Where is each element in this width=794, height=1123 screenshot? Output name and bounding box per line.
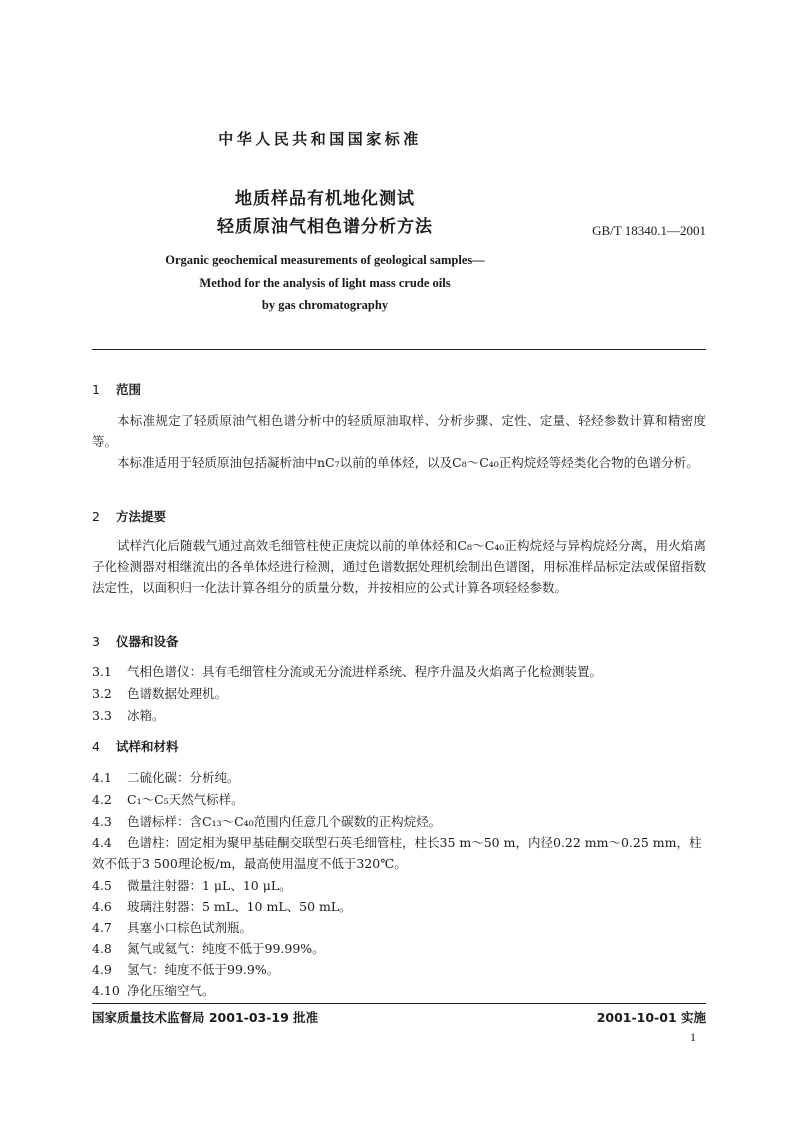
footer-divider: [92, 1003, 706, 1004]
section-number: 4: [92, 739, 100, 754]
header-divider: [92, 349, 706, 350]
section-4-heading: [92, 737, 179, 755]
list-item: [92, 789, 706, 810]
list-item: [92, 832, 706, 874]
national-standard-heading: 中华人民共和国国家标准: [218, 130, 422, 148]
item-number: 4.5: [92, 878, 112, 893]
section-number: 3: [92, 634, 100, 649]
list-item: [92, 875, 706, 896]
section-2-heading: [92, 507, 166, 525]
item-text: 氮气或氦气：纯度不低于99.99%。: [127, 941, 325, 956]
section-1-paragraph-2: 本标准适用于轻质原油包括凝析油中nC₇以前的单体烃，以及C₈～C₄₀正构烷烃等烃类化合物的色谱分析。: [117, 455, 699, 470]
section-3-heading: [92, 632, 179, 650]
item-number: 3.2: [92, 686, 112, 701]
item-number: 4.8: [92, 941, 112, 956]
list-item: [92, 705, 706, 726]
title-cn-line2: 轻质原油气相色谱分析方法: [217, 217, 433, 237]
list-item: [92, 767, 706, 788]
item-text: 色谱标样：含C₁₃～C₄₀范围内任意几个碳数的正构烷烃。: [127, 814, 442, 829]
standard-code: GB/T 18340.1—2001: [592, 223, 706, 238]
item-text: 具塞小口棕色试剂瓶。: [127, 920, 253, 935]
list-item: [92, 896, 706, 917]
list-item: [92, 959, 706, 980]
item-number: 3.3: [92, 708, 112, 723]
section-title: 范围: [116, 382, 142, 397]
section-number: 2: [92, 509, 100, 524]
title-en-line3: by gas chromatography: [261, 298, 389, 312]
item-number: 4.1: [92, 770, 112, 785]
section-title: 方法提要: [116, 509, 167, 524]
list-item: [92, 811, 706, 832]
item-number: 4.10: [92, 983, 120, 998]
title-cn-line1: 地质样品有机地化测试: [235, 189, 415, 209]
item-number: 4.4: [92, 835, 112, 850]
approval-line: 国家质量技术监督局 2001-03-19 批准: [92, 1010, 319, 1025]
item-text: C₁～C₅天然气标样。: [127, 792, 244, 807]
title-en-line2: Method for the analysis of light mass crude oils: [199, 276, 451, 290]
item-text: 色谱数据处理机。: [127, 686, 228, 701]
list-item: [92, 683, 706, 704]
item-text: 微量注射器：1 μL、10 μL。: [127, 878, 292, 893]
item-number: 4.7: [92, 920, 112, 935]
section-title: 试样和材料: [116, 739, 179, 754]
item-number: 4.9: [92, 962, 112, 977]
item-number: 4.3: [92, 814, 112, 829]
item-text: 冰箱。: [127, 708, 165, 723]
section-title: 仪器和设备: [116, 634, 179, 649]
implementation-line: 2001-10-01 实施: [596, 1010, 706, 1025]
page-number: 1: [690, 1030, 696, 1044]
title-en-line1: Organic geochemical measurements of geological samples—: [165, 253, 485, 267]
section-1-paragraph-1: 本标准规定了轻质原油气相色谱分析中的轻质原油取样、分析步骤、定性、定量、轻烃参数计算和精密度等。: [92, 413, 706, 449]
section-number: 1: [92, 382, 100, 397]
list-item: [92, 980, 706, 1001]
list-item: [92, 917, 706, 938]
item-number: 4.2: [92, 792, 112, 807]
section-2-paragraph-1: 试样汽化后随载气通过高效毛细管柱使正庚烷以前的单体烃和C₈～C₄₀正构烷烃与异构烷烃分离，用火焰离子化检测器对相继流出的各单体烃进行检测，通过色谱数据处理机绘制出色谱图，用标准样品标定法或保留指数法定性，以面积归一化法计算各组分的质量分数，并按相应的公式计算各项轻烃参数。: [92, 538, 706, 595]
item-text: 净化压缩空气。: [127, 983, 215, 998]
list-item: [92, 661, 706, 682]
item-text: 玻璃注射器：5 mL、10 mL、50 mL。: [127, 899, 352, 914]
item-number: 3.1: [92, 664, 112, 679]
item-text: 气相色谱仪：具有毛细管柱分流或无分流进样系统、程序升温及火焰离子化检测装置。: [127, 664, 603, 679]
section-1-heading: [92, 380, 141, 398]
item-text: 色谱柱：固定相为聚甲基硅酮交联型石英毛细管柱，柱长35 m～50 m，内径0.22 mm～0.25 mm，柱效不低于3 500理论板/m，最高使用温度不低于320℃。: [92, 835, 702, 871]
item-text: 二硫化碳：分析纯。: [127, 770, 240, 785]
list-item: [92, 938, 706, 959]
item-number: 4.6: [92, 899, 112, 914]
item-text: 氢气：纯度不低于99.9%。: [127, 962, 280, 977]
